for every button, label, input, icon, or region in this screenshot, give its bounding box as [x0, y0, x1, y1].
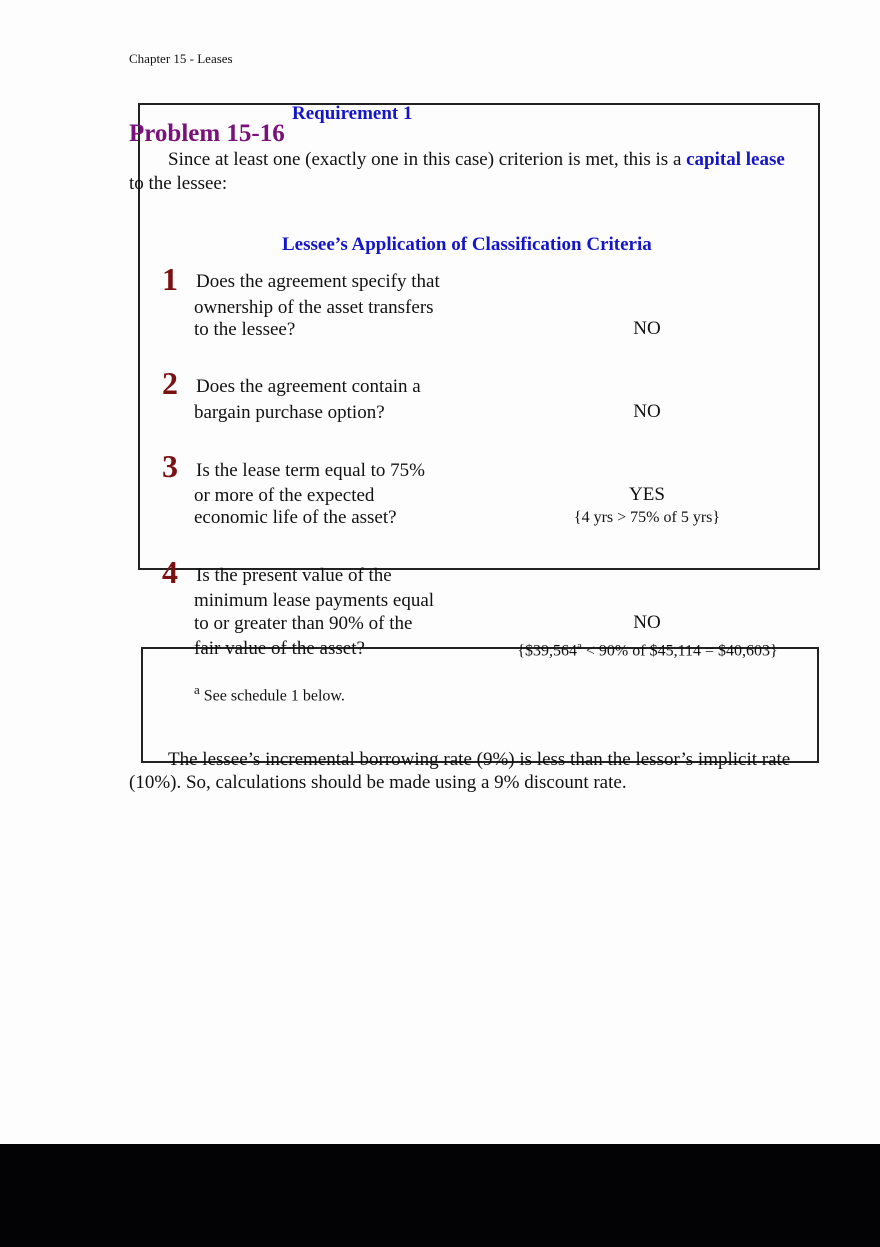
- criterion-question-line: ownership of the asset transfers: [194, 297, 434, 318]
- criterion-answer: NO: [633, 401, 661, 422]
- criterion-question-line: to or greater than 90% of the: [194, 613, 413, 634]
- criterion-answer: YES: [629, 484, 665, 505]
- intro-line-1: [168, 149, 785, 171]
- criterion-question-line: Does the agreement specify that: [196, 271, 440, 292]
- intro-line-2: to the lessee:: [129, 173, 228, 194]
- footnote: [194, 682, 345, 705]
- criterion-note: [490, 640, 805, 660]
- capital-lease-emphasis: capital lease: [686, 149, 785, 170]
- section-title: Lessee’s Application of Classification Criteria: [282, 234, 652, 255]
- criterion-note: {4 yrs > 75% of 5 yrs}: [573, 509, 721, 526]
- criterion-question-line: fair value of the asset?: [194, 638, 365, 659]
- pv-comparison: < 90% of $45,114 = $40,603}: [581, 642, 778, 660]
- criterion-number: 2: [162, 365, 178, 401]
- criterion-number: 3: [162, 448, 178, 484]
- criterion-question-line: or more of the expected: [194, 485, 375, 506]
- criterion-question-line: Is the lease term equal to 75%: [196, 460, 425, 481]
- criterion-question-line: Does the agreement contain a: [196, 376, 421, 397]
- pv-value: {$39,564: [517, 642, 577, 660]
- criterion-answer: NO: [633, 318, 661, 339]
- criterion-question-line: minimum lease payments equal: [194, 590, 435, 611]
- criterion-question-line: Is the present value of the: [196, 565, 392, 586]
- problem-title: Problem 15-16: [129, 120, 285, 147]
- requirement-label: Requirement 1: [292, 103, 413, 124]
- criterion-question-line: economic life of the asset?: [194, 507, 397, 528]
- conclusion-line-2: (10%). So, calculations should be made using a 9% discount rate.: [129, 772, 627, 793]
- conclusion-line-1: The lessee’s incremental borrowing rate (9%) is less than the lessor’s implicit rate: [168, 749, 791, 770]
- bottom-black-band: [0, 1144, 880, 1247]
- footnote-marker: a: [577, 640, 582, 652]
- criterion-number: 4: [162, 554, 178, 590]
- criterion-question-line: to the lessee?: [194, 319, 296, 340]
- criterion-answer: NO: [633, 612, 661, 633]
- footnote-text: See schedule 1 below.: [199, 687, 345, 705]
- intro-text: Since at least one (exactly one in this case) criterion is met, this is a: [168, 149, 682, 170]
- criterion-question-line: bargain purchase option?: [194, 402, 385, 423]
- page-header: Chapter 15 - Leases: [129, 51, 233, 66]
- criterion-number: 1: [162, 261, 178, 297]
- footnote-marker: a: [194, 682, 200, 697]
